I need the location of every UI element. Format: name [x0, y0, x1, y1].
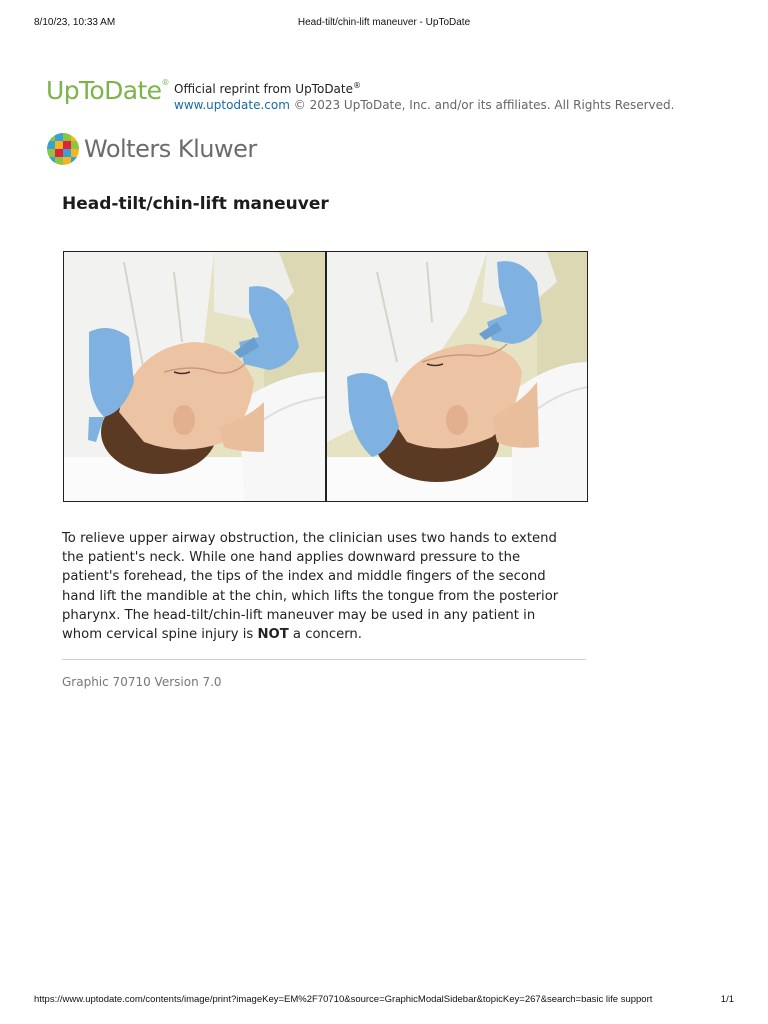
patient-head-tilted-illustration	[327, 252, 588, 501]
reprint-line: Official reprint from UpToDate	[174, 82, 353, 96]
uptodate-logo-text: UpToDate	[46, 76, 162, 105]
registered-mark: ®	[161, 78, 169, 87]
wolters-kluwer-mosaic-icon	[46, 132, 80, 166]
copyright-text: © 2023 UpToDate, Inc. and/or its affiliates. All Rights Reserved.	[293, 98, 675, 112]
graphic-caption	[62, 529, 572, 644]
graphic-title: Head-tilt/chin-lift maneuver	[62, 194, 329, 214]
graphic-version: Graphic 70710 Version 7.0	[62, 675, 222, 689]
maneuver-photo	[63, 251, 588, 502]
wolters-kluwer-logo	[46, 132, 257, 166]
patient-supine-illustration	[64, 252, 325, 501]
print-page-title: Head-tilt/chin-lift maneuver - UpToDate	[297, 17, 471, 28]
photo-panel-after	[325, 252, 588, 501]
uptodate-logo[interactable]	[46, 76, 169, 105]
print-datetime: 8/10/23, 10:33 AM	[34, 17, 116, 28]
caption-text-end: a concern.	[292, 627, 362, 643]
caption-text: To relieve upper airway obstruction, the clinician uses two hands to extend the patient's neck. While one hand applies downward pressure to the patient's forehead, the tips of the index and middle fingers of the second hand lift the mandible at the chin, which lifts the tongue from the posterior pharynx. The head-tilt/chin-lift maneuver may be used in any patient in whom cervical spine injury is	[62, 531, 559, 643]
reprint-mark: ®	[353, 81, 361, 90]
print-url: https://www.uptodate.com/contents/image/print?imageKey=EM%2F70710&source=GraphicModalSidebar&topicKey=267&search=basic life support	[34, 994, 653, 1005]
uptodate-site-link[interactable]: www.uptodate.com	[174, 98, 290, 112]
print-page-number: 1/1	[720, 994, 734, 1005]
wolters-kluwer-text: Wolters Kluwer	[84, 135, 257, 163]
caption-emphasis: NOT	[257, 627, 289, 643]
photo-panel-before	[64, 252, 325, 501]
reprint-notice	[174, 78, 674, 113]
divider	[62, 659, 586, 660]
